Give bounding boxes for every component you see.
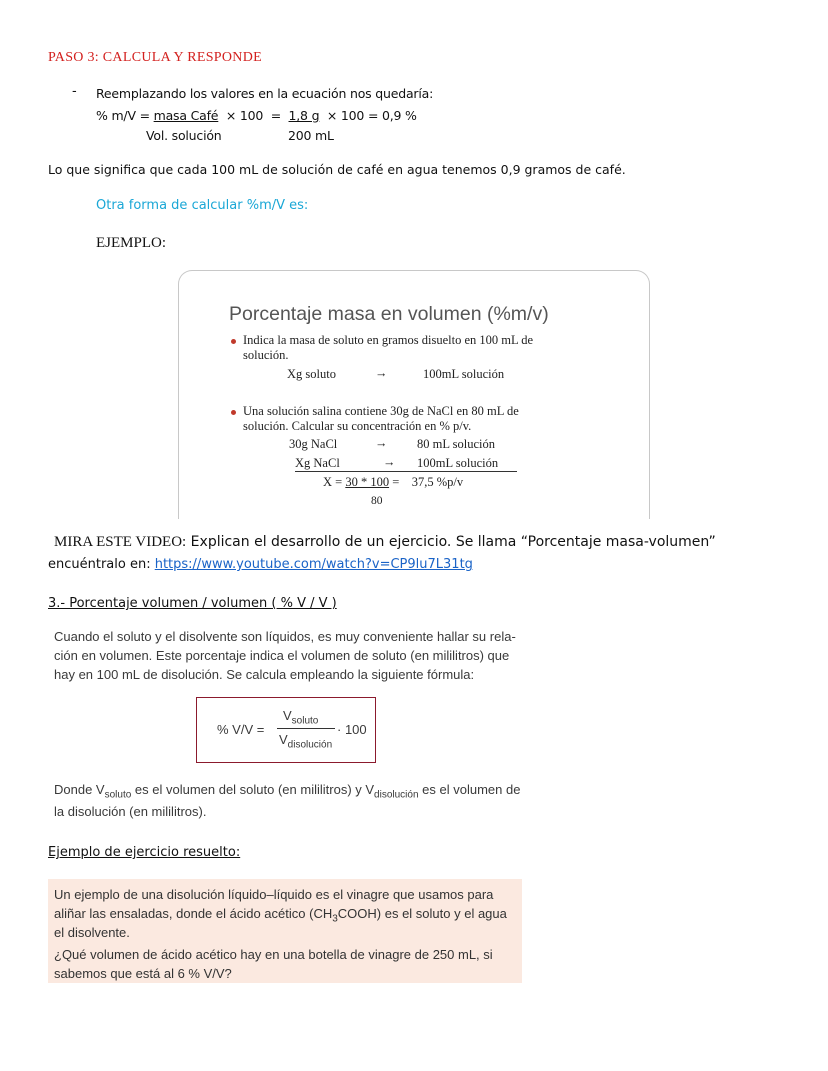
donde-a: Donde V — [54, 782, 105, 797]
example-question-line1: ¿Qué volumen de ácido acético hay en una botella de vinagre de 250 mL, si — [54, 947, 493, 962]
row2-right: 80 mL solución — [417, 437, 496, 451]
calc-lhs: % m/V = — [96, 108, 154, 123]
formula-denominator — [279, 730, 332, 755]
section3-heading: 3.- Porcentaje volumen / volumen ( % V / V ) — [48, 596, 337, 611]
example-l2-sub: 3 — [332, 913, 338, 925]
row4-x: X = — [323, 475, 346, 489]
example-line1: Un ejemplo de una disolución líquido–líquido es el vinagre que usamos para — [54, 887, 494, 902]
section3-para-line3: hay en 100 mL de disolución. Se calcula empleando la siguiente fórmula: — [54, 667, 475, 682]
row3-left: Xg NaCl — [295, 456, 340, 470]
example-slide — [178, 270, 650, 519]
page-title: PASO 3: CALCULA Y RESPONDE — [48, 50, 262, 65]
intro-text: Reemplazando los valores en la ecuación nos quedaría: — [96, 86, 434, 101]
row4-formula — [323, 475, 463, 490]
section3-para-line2: ción en volumen. Este porcentaje indica el volumen de soluto (en mililitros) que — [54, 648, 510, 663]
calc-num: 1,8 g — [288, 108, 320, 123]
formula-lhs: % V/V = — [217, 722, 265, 737]
section3-para-line1: Cuando el soluto y el disolvente son líquidos, es muy conveniente hallar su rela- — [54, 629, 516, 644]
formula-numerator — [283, 706, 318, 731]
formula-num-v: V — [283, 708, 292, 723]
calc-den-volume: Vol. solución — [146, 128, 222, 143]
example-heading: EJEMPLO: — [96, 235, 167, 251]
example-question-line2: sabemos que está al 6 % V/V? — [54, 966, 232, 981]
bullet1-line1: Indica la masa de soluto en gramos disuelto en 100 mL de — [243, 333, 534, 347]
example-l2b: COOH) es el soluto y el agua — [337, 906, 507, 921]
video-label: MIRA ESTE VIDEO: — [54, 534, 187, 550]
bullet-dot — [231, 339, 236, 344]
calc-x1: × 100 = — [218, 108, 289, 123]
donde-sub1: soluto — [104, 789, 132, 801]
row1-right: 100mL solución — [423, 367, 505, 381]
calc-numerator-line — [96, 108, 417, 123]
bullet2-line1: Una solución salina contiene 30g de NaCl en 80 mL de — [243, 404, 519, 418]
row4-den: 80 — [371, 495, 383, 507]
donde-c: es el volumen de — [418, 782, 521, 797]
row1-left: Xg soluto — [287, 367, 336, 381]
formula-box — [196, 697, 376, 763]
donde-b: es el volumen del soluto (en mililitros) y V — [131, 782, 375, 797]
youtube-link[interactable]: https://www.youtube.com/watch?v=CP9lu7L31tg — [154, 557, 473, 572]
solved-example-heading: Ejemplo de ejercicio resuelto: — [48, 845, 241, 860]
row4-num: 30 * 100 — [345, 475, 390, 489]
other-way-heading: Otra forma de calcular %m/V es: — [96, 198, 309, 213]
solved-example-box — [48, 879, 522, 983]
meaning-text: Lo que significa que cada 100 mL de solución de café en agua tenemos 0,9 gramos de café. — [48, 162, 626, 177]
example-l2a: aliñar las ensaladas, donde el ácido acético (CH — [54, 906, 333, 921]
arrow-icon: → — [375, 366, 388, 380]
video-link-line — [48, 557, 473, 572]
find-label: encuéntralo en: — [48, 557, 155, 572]
row4-eq: = 37,5 %p/v — [389, 475, 464, 489]
video-text: Explican el desarrollo de un ejercicio. Se llama “Porcentaje masa-volumen” — [186, 534, 716, 550]
row2-left: 30g NaCl — [289, 437, 338, 451]
slide-title: Porcentaje masa en volumen (%m/v) — [229, 303, 549, 325]
calc-x2: × 100 = 0,9 % — [319, 108, 417, 123]
list-dash: - — [72, 84, 77, 99]
formula-rhs: · 100 — [337, 722, 367, 737]
donde-sub2: disolución — [374, 789, 419, 801]
row3-right: 100mL solución — [417, 456, 499, 470]
calc-den-value: 200 mL — [288, 128, 334, 143]
calc-masa: masa Café — [153, 108, 219, 123]
formula-fraction-bar — [277, 728, 335, 729]
example-line3: el disolvente. — [54, 925, 130, 940]
formula-den-v: V — [279, 732, 288, 747]
arrow-icon: → — [375, 436, 388, 450]
formula-num-sub: soluto — [291, 715, 319, 727]
donde-line1 — [54, 780, 520, 805]
bullet1-line2: solución. — [243, 348, 289, 362]
arrow-icon: → — [383, 455, 396, 469]
bullet-dot — [231, 410, 236, 415]
donde-line2: la disolución (en mililitros). — [54, 804, 207, 819]
formula-den-sub: disolución — [287, 739, 333, 751]
video-line — [54, 534, 716, 551]
bullet2-line2: solución. Calcular su concentración en % p/v. — [243, 419, 472, 433]
